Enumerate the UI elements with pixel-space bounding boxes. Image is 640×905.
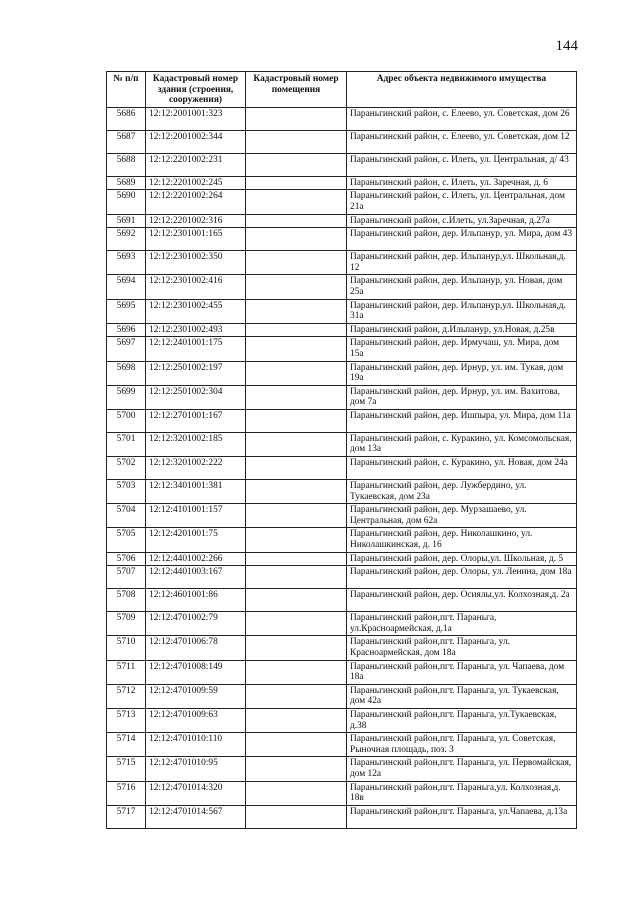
row-number-cell: 5704 <box>107 504 146 528</box>
row-number-cell: 5688 <box>107 153 146 176</box>
room-cadastral-number-cell <box>246 361 347 385</box>
row-number-cell: 5699 <box>107 385 146 409</box>
room-cadastral-number-cell <box>246 660 347 684</box>
building-cadastral-number-cell: 12:12:4101001:157 <box>146 504 246 528</box>
building-cadastral-number-cell: 12:12:2301002:416 <box>146 275 246 299</box>
row-number-cell: 5689 <box>107 176 146 190</box>
room-cadastral-number-cell <box>246 805 347 828</box>
table-row <box>107 337 577 361</box>
address-cell: Параньгинский район, с. Илеть, ул. Центральная, дом 21а <box>347 190 577 214</box>
table-row <box>107 299 577 323</box>
room-cadastral-number-cell <box>246 275 347 299</box>
room-cadastral-number-cell <box>246 176 347 190</box>
header-row-number: № п/п <box>107 72 146 108</box>
address-cell: Параньгинский район, дер. Ирнур, ул. им. Вахитова, дом 7а <box>347 385 577 409</box>
building-cadastral-number-cell: 12:12:3401001:381 <box>146 480 246 504</box>
address-cell: Параньгинский район, дер. Мурзашаево, ул. Центральная, дом 62а <box>347 504 577 528</box>
header-address: Адрес объекта недвижимого имущества <box>347 72 577 108</box>
row-number-cell: 5717 <box>107 805 146 828</box>
building-cadastral-number-cell: 12:12:2201002:245 <box>146 176 246 190</box>
room-cadastral-number-cell <box>246 228 347 251</box>
table-header-row <box>107 72 577 108</box>
row-number-cell: 5698 <box>107 361 146 385</box>
address-cell: Параньгинский район, дер. Ильпанур,ул. Школьная,д. 31а <box>347 299 577 323</box>
row-number-cell: 5706 <box>107 552 146 566</box>
row-number-cell: 5714 <box>107 733 146 757</box>
address-cell: Параньгинский район, с. Куракино, ул. Комсомольская, дом 13а <box>347 432 577 456</box>
building-cadastral-number-cell: 12:12:4701009:59 <box>146 684 246 708</box>
building-cadastral-number-cell: 12:12:4701006:78 <box>146 636 246 660</box>
row-number-cell: 5715 <box>107 757 146 781</box>
row-number-cell: 5696 <box>107 323 146 337</box>
page-number: 144 <box>555 38 578 54</box>
address-cell: Параньгинский район,пгт. Параньга, ул. Советская, Рыночная площадь, поз. 3 <box>347 733 577 757</box>
row-number-cell: 5710 <box>107 636 146 660</box>
row-number-cell: 5694 <box>107 275 146 299</box>
table-row <box>107 757 577 781</box>
room-cadastral-number-cell <box>246 566 347 589</box>
address-cell: Параньгинский район, дер. Олоры, ул. Ленина, дом 18а <box>347 566 577 589</box>
address-cell: Параньгинский район, дер. Ирмучаш, ул. Мира, дом 15а <box>347 337 577 361</box>
address-cell: Параньгинский район, д.Ильпанур, ул.Новая, д.25в <box>347 323 577 337</box>
table-row <box>107 708 577 732</box>
row-number-cell: 5693 <box>107 251 146 275</box>
address-cell: Параньгинский район,пгт. Параньга, ул. Красноармейская, дом 18а <box>347 636 577 660</box>
address-cell: Параньгинский район, дер. Ишпыра, ул. Мира, дом 11а <box>347 409 577 432</box>
room-cadastral-number-cell <box>246 385 347 409</box>
table-row <box>107 504 577 528</box>
header-room-cadastral-number: Кадастровый номер помещения <box>246 72 347 108</box>
table-row <box>107 361 577 385</box>
table-row <box>107 684 577 708</box>
row-number-cell: 5697 <box>107 337 146 361</box>
room-cadastral-number-cell <box>246 684 347 708</box>
row-number-cell: 5703 <box>107 480 146 504</box>
table-row <box>107 432 577 456</box>
room-cadastral-number-cell <box>246 432 347 456</box>
address-cell: Параньгинский район, с. Илеть, ул. Заречная, д. 6 <box>347 176 577 190</box>
building-cadastral-number-cell: 12:12:2301002:493 <box>146 323 246 337</box>
room-cadastral-number-cell <box>246 708 347 732</box>
room-cadastral-number-cell <box>246 504 347 528</box>
address-cell: Параньгинский район, с. Илеть, ул. Центральная, д/ 43 <box>347 153 577 176</box>
table-row <box>107 251 577 275</box>
building-cadastral-number-cell: 12:12:4601001:86 <box>146 589 246 612</box>
address-cell: Параньгинский район,пгт. Параньга, ул.Красноармейская, д.1а <box>347 612 577 636</box>
address-cell: Параньгинский район,пгт. Параньга, ул. Первомайская, дом 12а <box>347 757 577 781</box>
building-cadastral-number-cell: 12:12:2201002:316 <box>146 214 246 228</box>
room-cadastral-number-cell <box>246 323 347 337</box>
address-cell: Параньгинский район, с. Куракино, ул. Новая, дом 24а <box>347 457 577 480</box>
table-row <box>107 214 577 228</box>
address-cell: Параньгинский район,пгт. Параньга, ул. Тукаевская, дом 42а <box>347 684 577 708</box>
table-row <box>107 781 577 805</box>
address-cell: Параньгинский район, с. Елеево, ул. Советская, дом 26 <box>347 107 577 130</box>
table-row <box>107 552 577 566</box>
row-number-cell: 5692 <box>107 228 146 251</box>
row-number-cell: 5701 <box>107 432 146 456</box>
address-cell: Параньгинский район,пгт. Параньга,ул. Колхозная,д. 18в <box>347 781 577 805</box>
address-cell: Параньгинский район, дер. Ильпанур,ул. Школьная,д. 12 <box>347 251 577 275</box>
building-cadastral-number-cell: 12:12:2401001:175 <box>146 337 246 361</box>
building-cadastral-number-cell: 12:12:2201002:231 <box>146 153 246 176</box>
room-cadastral-number-cell <box>246 130 347 153</box>
table-row <box>107 228 577 251</box>
address-cell: Параньгинский район, дер. Осиялы,ул. Колхозная,д. 2а <box>347 589 577 612</box>
address-cell: Параньгинский район,пгт. Параньга, ул.Чапаева, д.13а <box>347 805 577 828</box>
row-number-cell: 5686 <box>107 107 146 130</box>
building-cadastral-number-cell: 12:12:2001001:323 <box>146 107 246 130</box>
building-cadastral-number-cell: 12:12:4401003:167 <box>146 566 246 589</box>
building-cadastral-number-cell: 12:12:2301002:455 <box>146 299 246 323</box>
address-cell: Параньгинский район, дер. Олоры,ул. Школьная, д. 5 <box>347 552 577 566</box>
building-cadastral-number-cell: 12:12:3201002:185 <box>146 432 246 456</box>
room-cadastral-number-cell <box>246 299 347 323</box>
row-number-cell: 5687 <box>107 130 146 153</box>
building-cadastral-number-cell: 12:12:4201001:75 <box>146 528 246 552</box>
table-row <box>107 130 577 153</box>
building-cadastral-number-cell: 12:12:3201002:222 <box>146 457 246 480</box>
address-cell: Параньгинский район, дер. Ильпанур, ул. Новая, дом 25а <box>347 275 577 299</box>
header-building-cadastral-number: Кадастровый номер здания (строения, сооружения) <box>146 72 246 108</box>
building-cadastral-number-cell: 12:12:4701009:63 <box>146 708 246 732</box>
table-row <box>107 528 577 552</box>
table-row <box>107 190 577 214</box>
room-cadastral-number-cell <box>246 552 347 566</box>
room-cadastral-number-cell <box>246 733 347 757</box>
building-cadastral-number-cell: 12:12:4701010:110 <box>146 733 246 757</box>
building-cadastral-number-cell: 12:12:4701014:567 <box>146 805 246 828</box>
table-row <box>107 660 577 684</box>
address-cell: Параньгинский район, дер. Лужбердино, ул. Тукаевская, дом 23а <box>347 480 577 504</box>
property-registry-table <box>106 71 577 829</box>
room-cadastral-number-cell <box>246 612 347 636</box>
room-cadastral-number-cell <box>246 636 347 660</box>
row-number-cell: 5695 <box>107 299 146 323</box>
building-cadastral-number-cell: 12:12:4701010:95 <box>146 757 246 781</box>
table-row <box>107 566 577 589</box>
room-cadastral-number-cell <box>246 337 347 361</box>
room-cadastral-number-cell <box>246 153 347 176</box>
room-cadastral-number-cell <box>246 190 347 214</box>
table-row <box>107 480 577 504</box>
table-row <box>107 107 577 130</box>
building-cadastral-number-cell: 12:12:4701008:149 <box>146 660 246 684</box>
table-row <box>107 323 577 337</box>
building-cadastral-number-cell: 12:12:2201002:264 <box>146 190 246 214</box>
table-row <box>107 275 577 299</box>
row-number-cell: 5709 <box>107 612 146 636</box>
table-row <box>107 176 577 190</box>
address-cell: Параньгинский район, с.Илеть, ул.Заречная, д.27а <box>347 214 577 228</box>
room-cadastral-number-cell <box>246 757 347 781</box>
building-cadastral-number-cell: 12:12:2001002:344 <box>146 130 246 153</box>
building-cadastral-number-cell: 12:12:2501002:197 <box>146 361 246 385</box>
row-number-cell: 5716 <box>107 781 146 805</box>
room-cadastral-number-cell <box>246 457 347 480</box>
room-cadastral-number-cell <box>246 589 347 612</box>
building-cadastral-number-cell: 12:12:2501002:304 <box>146 385 246 409</box>
building-cadastral-number-cell: 12:12:4701014:320 <box>146 781 246 805</box>
room-cadastral-number-cell <box>246 107 347 130</box>
building-cadastral-number-cell: 12:12:4701002:79 <box>146 612 246 636</box>
room-cadastral-number-cell <box>246 528 347 552</box>
address-cell: Параньгинский район, с. Елеево, ул. Советская, дом 12 <box>347 130 577 153</box>
address-cell: Параньгинский район, дер. Ильпанур, ул. Мира, дом 43 <box>347 228 577 251</box>
row-number-cell: 5711 <box>107 660 146 684</box>
building-cadastral-number-cell: 12:12:2301001:165 <box>146 228 246 251</box>
room-cadastral-number-cell <box>246 409 347 432</box>
row-number-cell: 5700 <box>107 409 146 432</box>
table-row <box>107 409 577 432</box>
table-body <box>107 107 577 828</box>
row-number-cell: 5712 <box>107 684 146 708</box>
row-number-cell: 5708 <box>107 589 146 612</box>
row-number-cell: 5707 <box>107 566 146 589</box>
table-row <box>107 589 577 612</box>
address-cell: Параньгинский район,пгт. Параньга, ул.Тукаевская, д.38 <box>347 708 577 732</box>
row-number-cell: 5690 <box>107 190 146 214</box>
room-cadastral-number-cell <box>246 251 347 275</box>
room-cadastral-number-cell <box>246 480 347 504</box>
row-number-cell: 5705 <box>107 528 146 552</box>
building-cadastral-number-cell: 12:12:2701001:167 <box>146 409 246 432</box>
row-number-cell: 5691 <box>107 214 146 228</box>
address-cell: Параньгинский район, дер. Ирнур, ул. им. Тукая, дом 19а <box>347 361 577 385</box>
table-row <box>107 805 577 828</box>
room-cadastral-number-cell <box>246 781 347 805</box>
row-number-cell: 5702 <box>107 457 146 480</box>
building-cadastral-number-cell: 12:12:2301002:350 <box>146 251 246 275</box>
table-row <box>107 636 577 660</box>
table-row <box>107 612 577 636</box>
room-cadastral-number-cell <box>246 214 347 228</box>
table-row <box>107 153 577 176</box>
address-cell: Параньгинский район,пгт. Параньга, ул. Чапаева, дом 18а <box>347 660 577 684</box>
address-cell: Параньгинский район, дер. Николашкино, ул. Николашкинская, д. 16 <box>347 528 577 552</box>
table-row <box>107 385 577 409</box>
table-row <box>107 733 577 757</box>
table-row <box>107 457 577 480</box>
row-number-cell: 5713 <box>107 708 146 732</box>
building-cadastral-number-cell: 12:12:4401002:266 <box>146 552 246 566</box>
